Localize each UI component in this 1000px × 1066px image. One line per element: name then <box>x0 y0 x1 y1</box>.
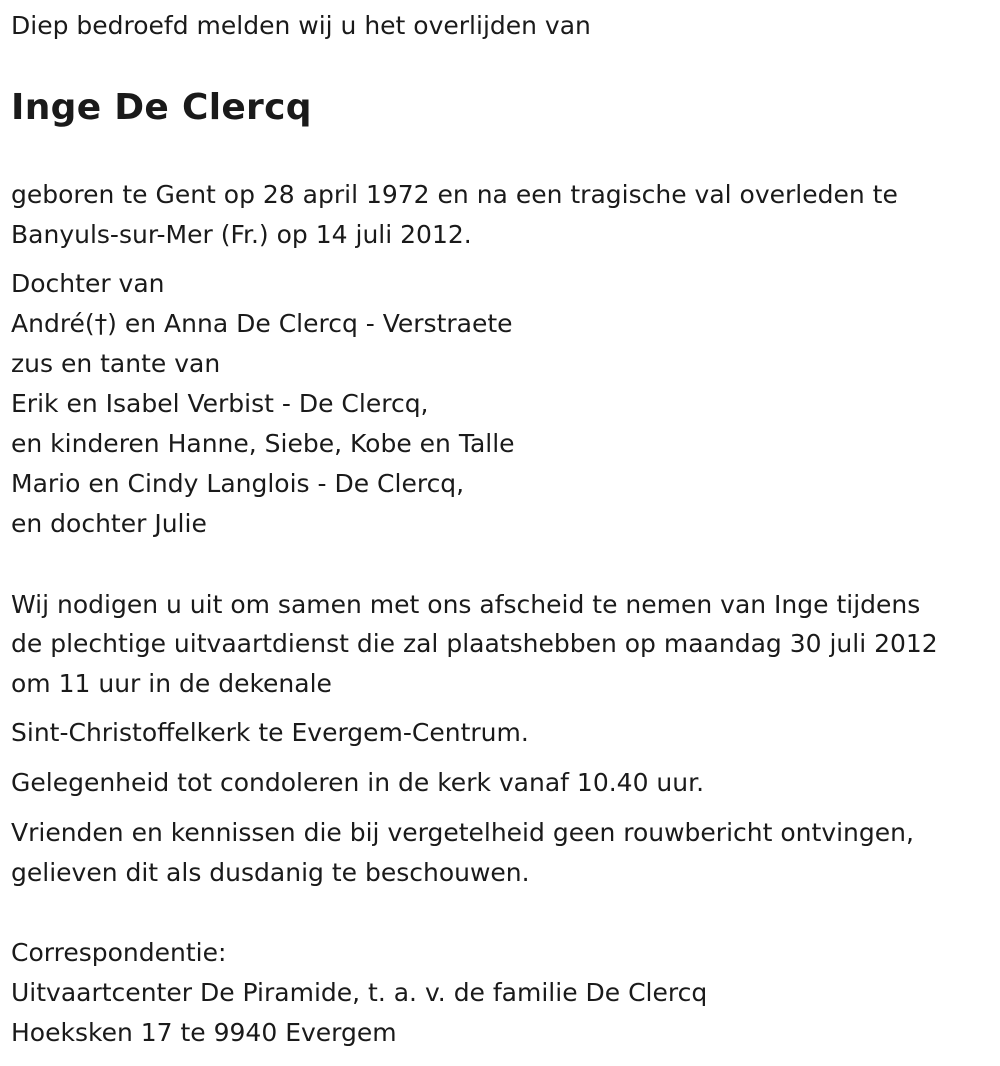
correspondence-label: Correspondentie: <box>11 938 227 967</box>
family-line-1: Dochter van <box>11 269 165 298</box>
invitation-line-2: de plechtige uitvaartdienst die zal plaatshebben op maandag 30 juli 2012 <box>11 629 938 658</box>
correspondence-line-2: Hoeksken 17 te 9940 Evergem <box>11 1018 397 1047</box>
condolence-line: Gelegenheid tot condoleren in de kerk vanaf 10.40 uur. <box>11 768 705 797</box>
family-line-2: André(†) en Anna De Clercq - Verstraete <box>11 309 513 338</box>
intro-text: Diep bedroefd melden wij u het overlijden van <box>11 11 591 40</box>
family-line-4: Erik en Isabel Verbist - De Clercq, <box>11 389 429 418</box>
birth-death-line-2: Banyuls-sur-Mer (Fr.) op 14 juli 2012. <box>11 220 472 249</box>
family-line-6: Mario en Cindy Langlois - De Clercq, <box>11 469 465 498</box>
birth-death-line-1: geboren te Gent op 28 april 1972 en na een tragische val overleden te <box>11 180 898 209</box>
friends-notice-line-1: Vrienden en kennissen die bij vergetelheid geen rouwbericht ontvingen, <box>11 818 914 847</box>
deceased-name: Inge De Clercq <box>11 87 312 128</box>
correspondence-line-1: Uitvaartcenter De Piramide, t. a. v. de familie De Clercq <box>11 978 708 1007</box>
family-line-3: zus en tante van <box>11 349 221 378</box>
invitation-line-3: om 11 uur in de dekenale <box>11 669 332 698</box>
friends-notice-line-2: gelieven dit als dusdanig te beschouwen. <box>11 858 530 887</box>
family-line-5: en kinderen Hanne, Siebe, Kobe en Talle <box>11 429 515 458</box>
family-line-7: en dochter Julie <box>11 509 207 538</box>
invitation-line-1: Wij nodigen u uit om samen met ons afscheid te nemen van Inge tijdens <box>11 590 921 619</box>
church-line: Sint-Christoffelkerk te Evergem-Centrum. <box>11 718 529 747</box>
